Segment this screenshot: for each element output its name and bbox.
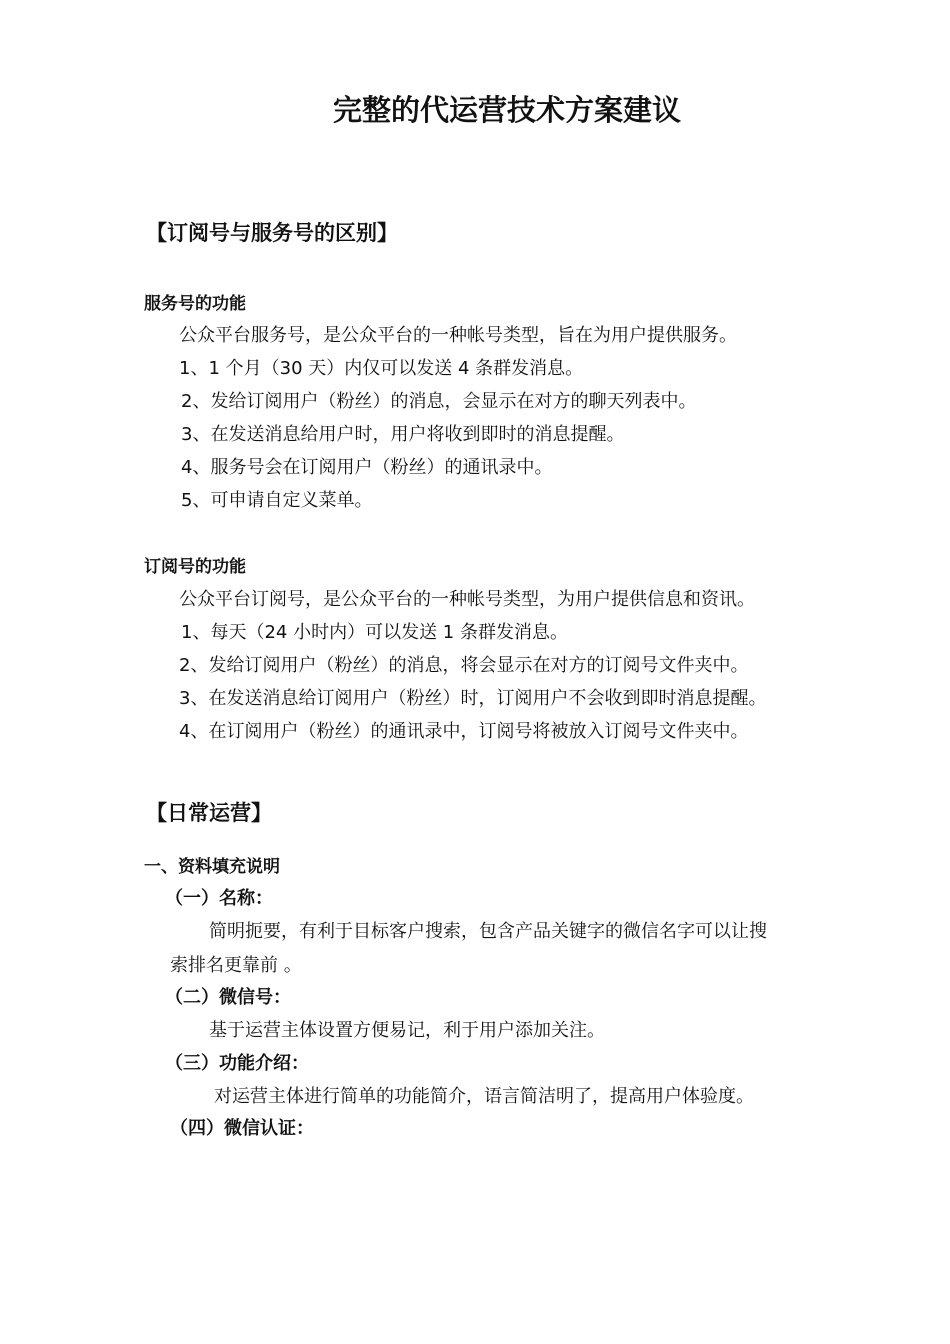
subscription-account-item: 1、每天（24 小时内）可以发送 1 条群发消息。 [181,622,568,643]
service-account-item: 4、服务号会在订阅用户（粉丝）的通讯录中。 [181,457,553,478]
function-intro-subheading: （三）功能介绍： [165,1053,309,1074]
section-heading-account-difference: 【订阅号与服务号的区别】 [146,221,398,245]
subscription-account-heading: 订阅号的功能 [144,557,246,577]
wechat-verification-subheading: （四）微信认证： [170,1118,314,1139]
service-account-heading: 服务号的功能 [144,294,246,314]
name-subheading: （一）名称： [165,888,273,909]
name-description-line: 简明扼要，有利于目标客户搜索，包含产品关键字的微信名字可以让搜 [209,921,767,942]
wechat-id-subheading: （二）微信号： [165,987,291,1008]
subscription-account-item: 3、在发送消息给订阅用户（粉丝）时，订阅用户不会收到即时消息提醒。 [179,688,767,709]
subscription-account-intro: 公众平台订阅号，是公众平台的一种帐号类型，为用户提供信息和资讯。 [179,589,755,610]
subscription-account-item: 4、在订阅用户（粉丝）的通讯录中，订阅号将被放入订阅号文件夹中。 [179,721,749,742]
name-description-line: 索排名更靠前 。 [170,955,302,976]
wechat-id-description: 基于运营主体设置方便易记，利于用户添加关注。 [209,1020,605,1041]
service-account-item: 2、发给订阅用户（粉丝）的消息，会显示在对方的聊天列表中。 [181,391,697,412]
section-heading-daily-operation: 【日常运营】 [146,801,272,825]
function-intro-description: 对运营主体进行简单的功能简介，语言简洁明了，提高用户体验度。 [214,1086,754,1107]
subscription-account-item: 2、发给订阅用户（粉丝）的消息，将会显示在对方的订阅号文件夹中。 [179,655,749,676]
document-title: 完整的代运营技术方案建议 [333,93,682,127]
profile-fill-heading: 一、资料填充说明 [144,857,280,877]
service-account-intro: 公众平台服务号，是公众平台的一种帐号类型，旨在为用户提供服务。 [179,325,737,346]
service-account-item: 3、在发送消息给用户时，用户将收到即时的消息提醒。 [181,424,625,445]
service-account-item: 1、1 个月（30 天）内仅可以发送 4 条群发消息。 [179,358,584,379]
service-account-item: 5、可申请自定义菜单。 [181,490,373,511]
